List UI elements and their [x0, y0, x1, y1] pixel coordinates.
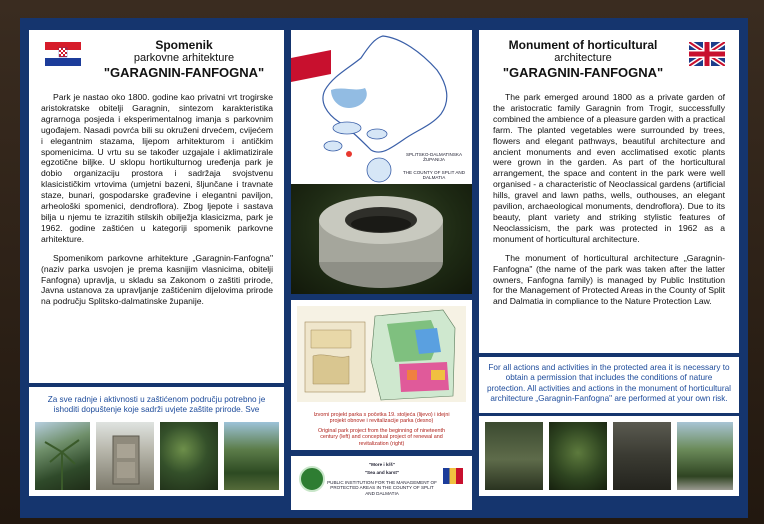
- left-title-line2: parkovne arhitekture: [133, 52, 235, 64]
- right-paragraph-1: The park emerged around 1800 as a private garden of the aristocratic family Garagnin from Trogir, successfully combined the ambience of a pleasure garden with a practical farm. The planted vegetables were surrounded by trees, flowers and elegant pathways, beautiful architecture and ancient monuments and even acclimatised exotic plants were grown in the garden. As part of the horticultural arrangement, the space and content in the park were well organised - a characteristic of Neoclassical gardens (artificial hills, gravel and lawn paths, wells, outhouses, an elegant pavilion, archaeological monuments, dendroflora). Due to its beauty, plant variety and striking stylistic features of Neoclassicism, the park was protected in 1962 as a monument of horticultural architecture.: [493, 92, 725, 244]
- tree-canopy-photo: [677, 422, 733, 490]
- left-photo-strip: [29, 416, 284, 496]
- right-title: [483, 38, 683, 81]
- left-paragraph-2: Spomenikom parkovne arhitekture „Garagnin-Fanfogna" (naziv parka usvojen je prema kasnijim vlasnicima, obitelji Fanfogna) upravlja, u skladu sa Zakonom o zaštiti prirode, Javna ustanova za upravljanje zaštićenim dijelovima prirode na području Splitsko-dalmatinske županije.: [41, 252, 273, 307]
- garden-trees-photo: [160, 422, 218, 490]
- park-path-photo: [224, 422, 279, 490]
- right-title-line2: architecture: [554, 52, 612, 64]
- right-body: [493, 92, 725, 315]
- map-label-en: THE COUNTY OF SPLIT AND DALMATIA: [402, 170, 466, 181]
- right-title-line1: Monument of horticultural: [508, 38, 658, 52]
- left-title-line3: "GARAGNIN-FANFOGNA": [103, 65, 265, 80]
- plan-caption-hr: Izvorni projekt parka s početka 19. stoljeća (lijevo) i idejni projekt obnove i revitalizacije parka (desno): [313, 412, 450, 425]
- union-jack-icon: [689, 42, 725, 66]
- county-map-icon: [291, 30, 472, 188]
- right-title-line3: "GARAGNIN-FANFOGNA": [502, 65, 664, 80]
- left-title-line1: Spomenik: [155, 38, 213, 52]
- dense-trees-photo: [549, 422, 607, 490]
- partner-logo-icon: [443, 468, 463, 484]
- left-text-panel: [29, 30, 284, 383]
- right-note: For all actions and activities in the protected area it is necessary to obtain a permission that includes the conditions of nature protection. All activities and actions in the monument of horticultural architecture „Garagnin-Fanfogna" are performed at your own risk.: [487, 363, 731, 404]
- left-note: Za sve radnje i aktivnosti u zaštićenom području potrebno je ishoditi dopuštenje koje sadrži uvjete zaštite prirode. Sve: [47, 395, 266, 415]
- footer-logo-panel: [291, 456, 472, 510]
- logo-icon: [299, 466, 325, 492]
- footer-line3: PUBLIC INSTITUTION FOR THE MANAGEMENT OF PROTECTED AREAS IN THE COUNTY OF SPLIT AND DALMATIA: [327, 480, 437, 496]
- garden-pond-photo: [485, 422, 543, 490]
- information-board: [20, 18, 748, 518]
- stone-well-photo: [291, 184, 472, 294]
- park-plan-icon: [291, 300, 472, 408]
- left-title: [89, 38, 279, 81]
- footer-line1: "More i kŕš": [368, 462, 396, 467]
- stone-wall-photo: [613, 422, 671, 490]
- park-plan-panel: [291, 300, 472, 450]
- map-panel: [291, 30, 472, 188]
- stone-monument-photo: [96, 422, 154, 490]
- croatian-flag-icon: [45, 42, 81, 66]
- right-paragraph-2: The monument of horticultural architecture „Garagnin-Fanfogna" (the name of the park was taken after the latter owners, Fanfogna family) is managed by Public Institution for the Management of Protected Areas in the County of Split and Dalmatia in compliance to the Nature Protection Law.: [493, 252, 725, 307]
- left-paragraph-1: Park je nastao oko 1800. godine kao privatni vrt trogirske aristokratske obitelji Garagnin, sintezom karakteristika agrarnoga posjeda i eksperimentalnog imanja s parkovnim ugođajem. Nasadi povrća bili su okruženi drvećem, cvijećem i elegantnim stazama, lijepom arhitekturom i antičkim spomenicima. U vrtu su se također uzgajale i aklimatizirale egzotične biljke. U sklopu hortikulturnog uređenja park je dobio organizaciju prostora i sadržaja svojstvenu klasicističkim vrtovima (umjetni bazeni, šljunčane i travnate staze, bunari, gospodarske građevine i elegantni paviljon, arheološki spomenici, dendroflora). Zbog ljepote i sastava bilja u njemu te izrazitih stilskih obilježja klasicizma, park je 1962. godine zaštićen u kategoriji spomenik parkovne arhitekture.: [41, 92, 273, 244]
- palm-tree-photo: [35, 422, 90, 490]
- footer-line2: "Sea and karst": [364, 470, 400, 475]
- right-photo-strip: [479, 416, 739, 496]
- right-text-panel: [479, 30, 739, 353]
- right-note-panel: [479, 357, 739, 413]
- plan-caption-en: Original park project from the beginning of nineteenth century (left) and conceptual project of renewal and revitalization (right): [317, 428, 446, 447]
- left-body: [41, 92, 273, 315]
- map-label-hr: SPLITSKO-DALMATINSKA ŽUPANIJA: [405, 152, 463, 163]
